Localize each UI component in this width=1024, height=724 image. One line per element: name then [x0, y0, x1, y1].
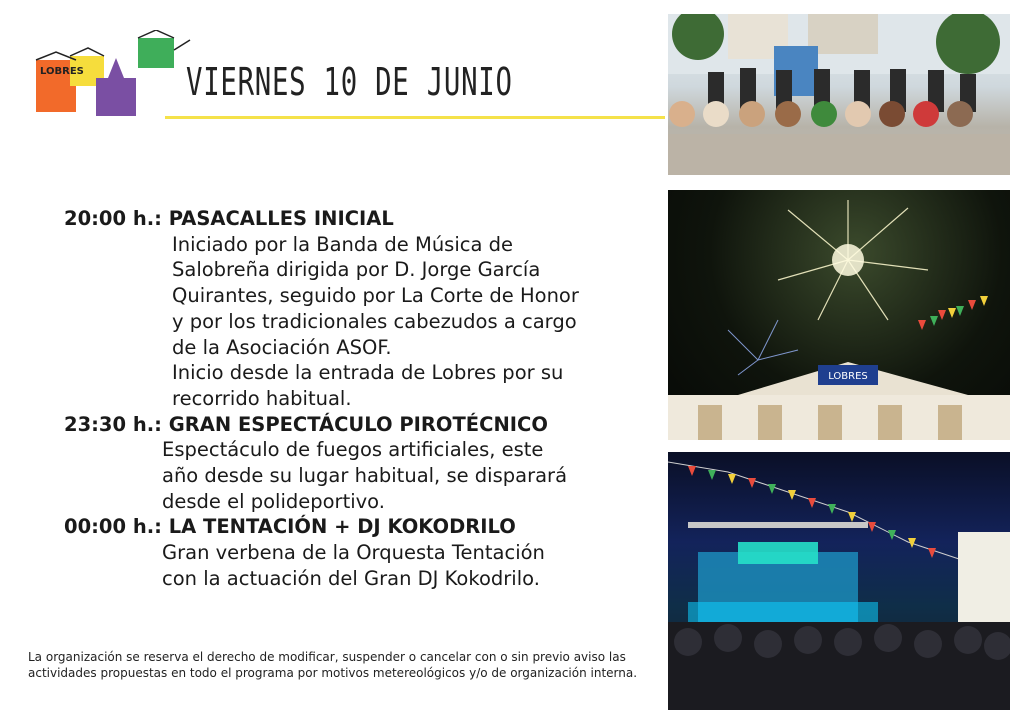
photo-fireworks: [668, 190, 1010, 440]
event-text: y por los tradicionales cabezudos a cargo: [172, 309, 577, 333]
event-schedule: [64, 206, 644, 592]
event-text: Iniciado por la Banda de Música de: [172, 232, 514, 256]
event-text: de la Asociación ASOF.: [172, 335, 392, 359]
event-text: recorrido habitual.: [172, 386, 352, 410]
event-title: 23:30 h.: GRAN ESPECTÁCULO PIROTÉCNICO: [64, 412, 548, 436]
event-title: 00:00 h.: LA TENTACIÓN + DJ KOKODRILO: [64, 515, 516, 539]
event-text: con la actuación del Gran DJ Kokodrilo.: [162, 566, 540, 590]
photo-concert: [668, 452, 1010, 710]
event-text: Espectáculo de fuegos artificiales, este: [162, 438, 544, 462]
event-title: 20:00 h.: PASACALLES INICIAL: [64, 207, 394, 230]
event-1: [64, 206, 644, 412]
event-text: año desde su lugar habitual, se disparará: [162, 464, 568, 488]
sign-text: LOBRES: [828, 371, 868, 382]
disclaimer: La organización se reserva el derecho de modificar, suspender o cancelar con o sin previo aviso las actividades propuestas en todo el programa por motivos metereológicos y/o de organización interna.: [28, 650, 638, 680]
event-text: Inicio desde la entrada de Lobres por su: [172, 361, 564, 385]
event-3: [64, 514, 644, 591]
lobres-logo: [28, 30, 193, 130]
event-2: [64, 412, 644, 515]
event-text: Gran verbena de la Orquesta Tentación: [162, 541, 545, 565]
event-text: desde el polideportivo.: [162, 489, 385, 513]
page-title: VIERNES 10 DE JUNIO: [186, 60, 513, 104]
logo-text: LOBRES: [40, 66, 84, 77]
photo-cabezudos: [668, 14, 1010, 175]
event-text: Quirantes, seguido por La Corte de Honor: [172, 284, 579, 308]
event-text: Salobreña dirigida por D. Jorge García: [172, 258, 541, 282]
title-underline: [165, 116, 665, 119]
